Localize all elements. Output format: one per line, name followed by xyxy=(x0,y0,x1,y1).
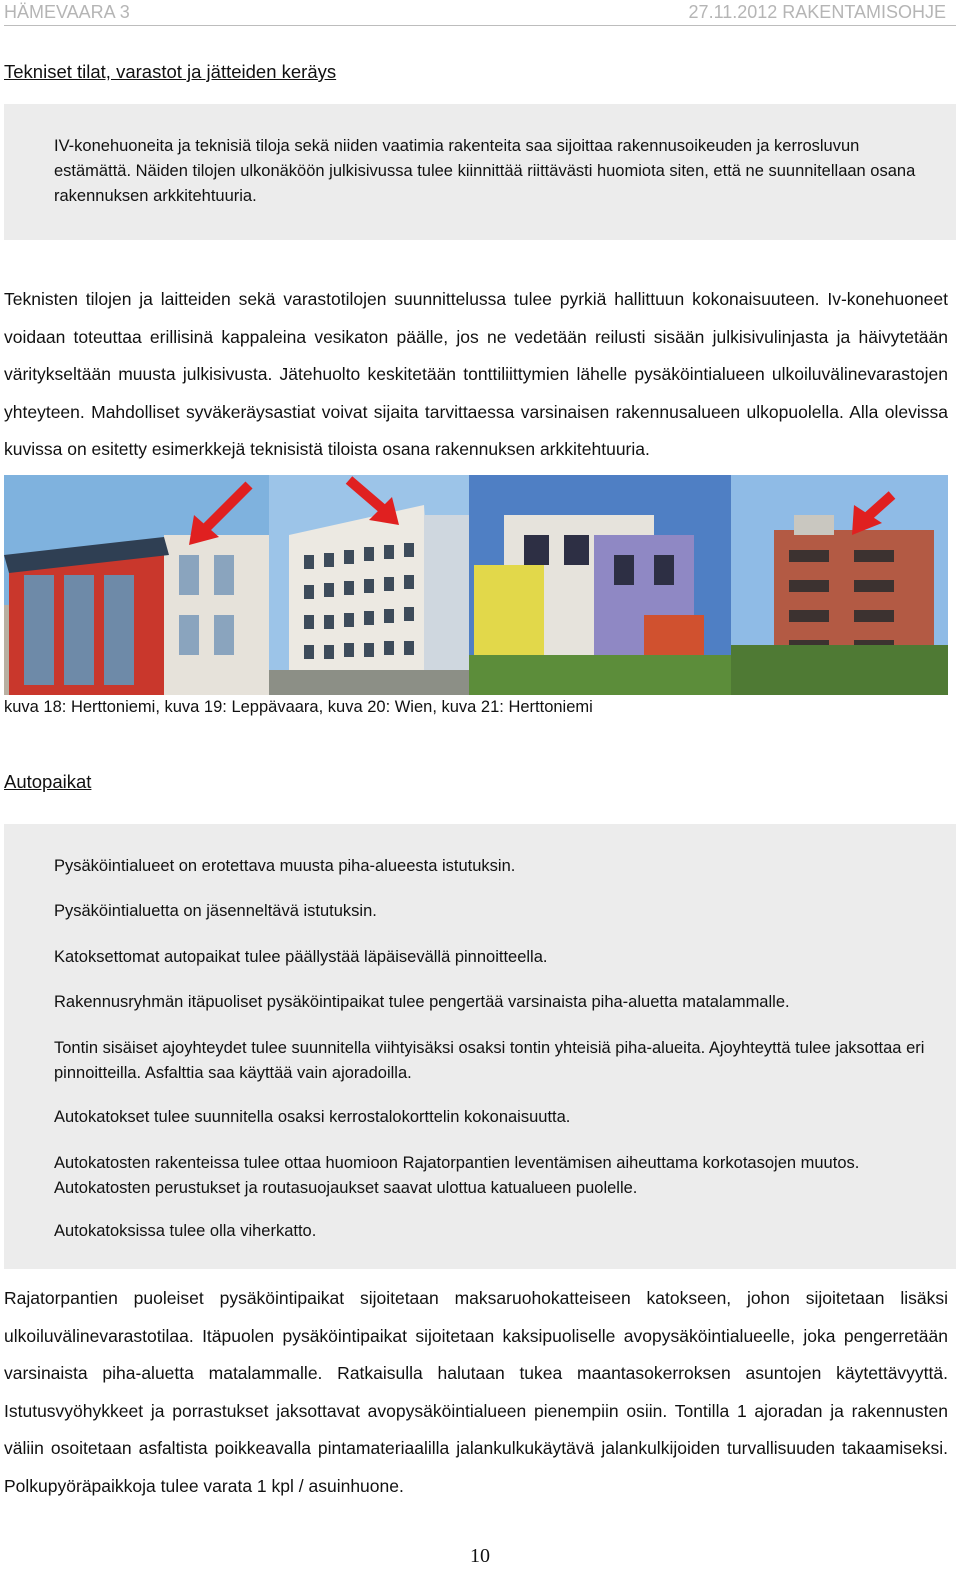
page-number: 10 xyxy=(470,1545,490,1567)
regulation-box-technical xyxy=(4,104,956,240)
regulation-item: Autokatoksissa tulee olla viherkatto. xyxy=(54,1222,317,1240)
header-divider xyxy=(4,25,956,26)
regulation-item: Pysäköintialueet on erotettava muusta piha-alueesta istutuksin. xyxy=(54,857,516,875)
header-date-type: 27.11.2012 RAKENTAMISOHJE xyxy=(688,2,946,22)
header-document-title: HÄMEVAARA 3 xyxy=(4,2,130,22)
regulation-text-technical: IV-konehuoneita ja teknisiä tiloja sekä niiden vaatimia rakenteita saa sijoittaa rakennusoikeuden ja kerrosluvun estämättä. Näiden tilojen ulkonäköön julkisivussa tulee kiinnittää riittävästi huomiota siten, että ne suunnitellaan osana rakennuksen arkkitehtuuria. xyxy=(54,137,916,205)
regulation-item: Autokatosten rakenteissa tulee ottaa huomioon Rajatorpantien leventämisen aiheuttama korkotasojen muutos. Autokatosten perustukset ja routasuojaukset saavat ulottua katualueen puolelle. xyxy=(54,1154,860,1197)
photo-caption: kuva 18: Herttoniemi, kuva 19: Leppävaara, kuva 20: Wien, kuva 21: Herttoniemi xyxy=(4,698,593,716)
regulation-box-parking xyxy=(4,824,956,1269)
regulation-item: Katoksettomat autopaikat tulee päällystää läpäisevällä pinnoitteella. xyxy=(54,948,548,966)
regulation-item: Rakennusryhmän itäpuoliset pysäköintipaikat tulee pengertää varsinaista piha-aluetta matalammalle. xyxy=(54,993,790,1011)
photo-leppavaara xyxy=(269,475,469,695)
photo-wien xyxy=(469,475,731,695)
body-paragraph-technical: Teknisten tilojen ja laitteiden sekä varastotilojen suunnittelussa tulee pyrkiä hallittuun kokonaisuuteen. Iv-konehuoneet voidaan toteuttaa erillisinä kappaleina vesikaton päälle, jos ne vedetään reilusti sisään julkisivulinjasta ja häivytetään väritykseltään muusta julkisivusta. Jätehuolto keskitetään tonttiliittymien lähelle pysäköintialueen ulkoiluvälinevarastojen yhteyteen. Mahdolliset syväkeräysastiat voivat sijaita tarvittaessa varsinaisen rakennusalueen ulkopuolella. Alla olevissa kuvissa on esitetty esimerkkejä teknisistä tiloista osana rakennuksen arkkitehtuuria. xyxy=(4,289,948,459)
section-heading-parking: Autopaikat xyxy=(4,771,92,792)
regulation-item: Autokatokset tulee suunnitella osaksi kerrostalokorttelin kokonaisuutta. xyxy=(54,1108,571,1126)
example-photos-strip xyxy=(4,475,948,695)
section-heading-technical-spaces: Tekniset tilat, varastot ja jätteiden keräys xyxy=(4,61,337,82)
photo-herttoniemi-2 xyxy=(731,475,948,695)
regulation-item: Pysäköintialuetta on jäsenneltävä istutuksin. xyxy=(54,902,377,920)
regulation-item: Tontin sisäiset ajoyhteydet tulee suunnitella viihtyisäksi osaksi tontin yhteisiä piha-alueita. Ajoyhteyttä tulee jaksottaa eri pinnoitteilla. Asfalttia saa käyttää vain ajoradoilla. xyxy=(54,1039,925,1082)
body-paragraph-parking: Rajatorpantien puoleiset pysäköintipaikat sijoitetaan maksaruohokatteiseen katokseen, johon sijoitetaan lisäksi ulkoiluvälinevarastotilaa. Itäpuolen pysäköintipaikat sijoitetaan kaksipuoliselle avopysäköintialueelle, joka pengerretään varsinaista piha-aluetta matalammalle. Ratkaisulla halutaan tukea maantasokerroksen asuntojen käytettävyyttä. Istutusvyöhykkeet ja porrastukset jaksottavat avopysäköintialueen pienempiin osiin. Tontilla 1 ajoradan ja rakennusten väliin osoitetaan asfaltista poikkeavalla pintamateriaalilla jalankulkukäytävä jalankulkijoiden turvallisuuden takaamiseksi. Polkupyöräpaikkoja tulee varata 1 kpl / asuinhuone. xyxy=(4,1288,948,1496)
